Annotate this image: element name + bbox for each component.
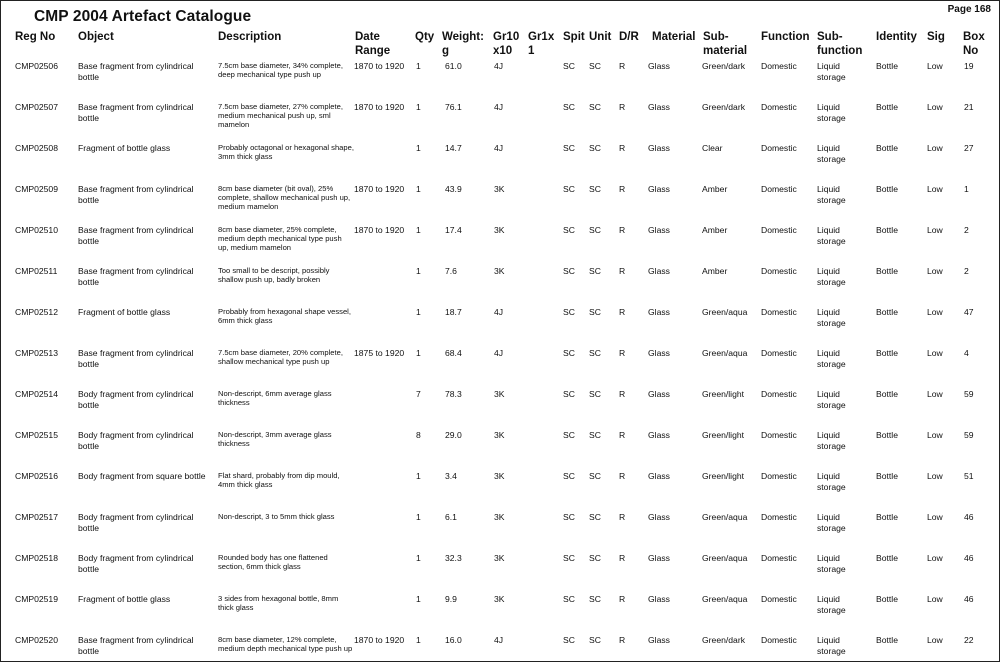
- weight-cell: 61.0: [445, 61, 462, 71]
- weight-cell: 7.6: [445, 266, 457, 276]
- spit-cell: SC: [563, 266, 575, 276]
- object-cell: Base fragment from cylindrical bottle: [78, 348, 194, 369]
- table-row: [1, 471, 999, 511]
- header-function: Function: [761, 31, 810, 43]
- subfunction-cell: Liquid storage: [817, 184, 846, 205]
- object-cell: Body fragment from square bottle: [78, 471, 206, 481]
- identity-cell: Bottle: [876, 266, 898, 276]
- box-no-cell: 46: [964, 553, 974, 563]
- table-row: [1, 512, 999, 552]
- spit-cell: SC: [563, 307, 575, 317]
- description-cell: Non-descript, 6mm average glass thickness: [218, 389, 332, 407]
- qty-cell: 1: [416, 594, 421, 604]
- gr10-cell: 3K: [494, 430, 505, 440]
- function-cell: Domestic: [761, 553, 797, 563]
- description-cell: Non-descript, 3 to 5mm thick glass: [218, 512, 335, 521]
- function-cell: Domestic: [761, 61, 797, 71]
- function-cell: Domestic: [761, 102, 797, 112]
- subfunction-cell: Liquid storage: [817, 430, 846, 451]
- submaterial-cell: Clear: [702, 143, 723, 153]
- weight-cell: 68.4: [445, 348, 462, 358]
- subfunction-cell: Liquid storage: [817, 389, 846, 410]
- function-cell: Domestic: [761, 635, 797, 645]
- table-row: [1, 307, 999, 347]
- qty-cell: 1: [416, 307, 421, 317]
- weight-cell: 17.4: [445, 225, 462, 235]
- submaterial-cell: Amber: [702, 266, 728, 276]
- dr-cell: R: [619, 553, 626, 563]
- weight-cell: 6.1: [445, 512, 457, 522]
- gr10-cell: 3K: [494, 184, 505, 194]
- material-cell: Glass: [648, 389, 670, 399]
- weight-cell: 78.3: [445, 389, 462, 399]
- reg-no-cell: CMP02510: [15, 225, 58, 235]
- box-no-cell: 27: [964, 143, 974, 153]
- qty-cell: 1: [416, 635, 421, 645]
- function-cell: Domestic: [761, 471, 797, 481]
- function-cell: Domestic: [761, 307, 797, 317]
- dr-cell: R: [619, 512, 626, 522]
- gr10-cell: 4J: [494, 61, 504, 71]
- identity-cell: Bottle: [876, 430, 898, 440]
- box-no-cell: 47: [964, 307, 974, 317]
- reg-no-cell: CMP02520: [15, 635, 58, 645]
- description-cell: 7.5cm base diameter, 27% complete, medium mechanical push up, sml mamelon: [218, 102, 343, 129]
- weight-cell: 29.0: [445, 430, 462, 440]
- box-no-cell: 4: [964, 348, 969, 358]
- submaterial-cell: Green/light: [702, 471, 745, 481]
- gr10-cell: 3K: [494, 553, 505, 563]
- sig-cell: Low: [927, 471, 943, 481]
- material-cell: Glass: [648, 225, 670, 235]
- header-date-range: Date Range: [355, 31, 391, 57]
- gr10-cell: 4J: [494, 102, 504, 112]
- header-box-no: Box No: [963, 31, 985, 57]
- submaterial-cell: Green/dark: [702, 635, 745, 645]
- table-row: [1, 389, 999, 429]
- description-cell: Non-descript, 3mm average glass thickness: [218, 430, 332, 448]
- spit-cell: SC: [563, 61, 575, 71]
- date-range-cell: 1870 to 1920: [354, 635, 405, 645]
- date-range-cell: 1870 to 1920: [354, 225, 405, 235]
- description-cell: 3 sides from hexagonal bottle, 8mm thick glass: [218, 594, 339, 612]
- reg-no-cell: CMP02507: [15, 102, 58, 112]
- function-cell: Domestic: [761, 512, 797, 522]
- sig-cell: Low: [927, 102, 943, 112]
- submaterial-cell: Green/aqua: [702, 512, 748, 522]
- header-weight: Weight: g: [442, 31, 484, 57]
- sig-cell: Low: [927, 61, 943, 71]
- weight-cell: 32.3: [445, 553, 462, 563]
- identity-cell: Bottle: [876, 143, 898, 153]
- qty-cell: 1: [416, 184, 421, 194]
- qty-cell: 1: [416, 225, 421, 235]
- sig-cell: Low: [927, 430, 943, 440]
- object-cell: Base fragment from cylindrical bottle: [78, 61, 194, 82]
- sig-cell: Low: [927, 553, 943, 563]
- header-spit: Spit: [563, 31, 585, 43]
- spit-cell: SC: [563, 635, 575, 645]
- object-cell: Base fragment from cylindrical bottle: [78, 184, 194, 205]
- submaterial-cell: Green/dark: [702, 102, 745, 112]
- object-cell: Base fragment from cylindrical bottle: [78, 102, 194, 123]
- description-cell: 7.5cm base diameter, 20% complete, shallow mechanical type push up: [218, 348, 343, 366]
- unit-cell: SC: [589, 143, 601, 153]
- material-cell: Glass: [648, 307, 670, 317]
- dr-cell: R: [619, 184, 626, 194]
- gr10-cell: 3K: [494, 594, 505, 604]
- unit-cell: SC: [589, 102, 601, 112]
- header-description: Description: [218, 31, 282, 43]
- table-row: [1, 594, 999, 634]
- unit-cell: SC: [589, 635, 601, 645]
- subfunction-cell: Liquid storage: [817, 512, 846, 533]
- description-cell: 7.5cm base diameter, 34% complete, deep mechanical type push up: [218, 61, 343, 79]
- object-cell: Fragment of bottle glass: [78, 143, 171, 153]
- box-no-cell: 19: [964, 61, 974, 71]
- submaterial-cell: Green/light: [702, 389, 745, 399]
- material-cell: Glass: [648, 553, 670, 563]
- sig-cell: Low: [927, 635, 943, 645]
- reg-no-cell: CMP02513: [15, 348, 58, 358]
- header-identity: Identity: [876, 31, 917, 43]
- header-dr: D/R: [619, 31, 639, 43]
- material-cell: Glass: [648, 594, 670, 604]
- submaterial-cell: Amber: [702, 184, 728, 194]
- spit-cell: SC: [563, 143, 575, 153]
- material-cell: Glass: [648, 61, 670, 71]
- object-cell: Body fragment from cylindrical bottle: [78, 389, 194, 410]
- dr-cell: R: [619, 389, 626, 399]
- submaterial-cell: Green/aqua: [702, 348, 748, 358]
- reg-no-cell: CMP02515: [15, 430, 58, 440]
- dr-cell: R: [619, 635, 626, 645]
- sig-cell: Low: [927, 143, 943, 153]
- material-cell: Glass: [648, 184, 670, 194]
- dr-cell: R: [619, 61, 626, 71]
- dr-cell: R: [619, 225, 626, 235]
- subfunction-cell: Liquid storage: [817, 635, 846, 656]
- subfunction-cell: Liquid storage: [817, 348, 846, 369]
- header-subfunction: Sub- function: [817, 31, 863, 57]
- material-cell: Glass: [648, 143, 670, 153]
- description-cell: Probably octagonal or hexagonal shape, 3mm thick glass: [218, 143, 354, 161]
- reg-no-cell: CMP02517: [15, 512, 58, 522]
- identity-cell: Bottle: [876, 471, 898, 481]
- subfunction-cell: Liquid storage: [817, 553, 846, 574]
- object-cell: Base fragment from cylindrical bottle: [78, 266, 194, 287]
- header-reg-no: Reg No: [15, 31, 56, 43]
- subfunction-cell: Liquid storage: [817, 102, 846, 123]
- table-row: [1, 430, 999, 470]
- reg-no-cell: CMP02516: [15, 471, 58, 481]
- reg-no-cell: CMP02506: [15, 61, 58, 71]
- gr10-cell: 3K: [494, 471, 505, 481]
- spit-cell: SC: [563, 348, 575, 358]
- qty-cell: 7: [416, 389, 421, 399]
- function-cell: Domestic: [761, 389, 797, 399]
- header-qty: Qty: [415, 31, 435, 43]
- dr-cell: R: [619, 471, 626, 481]
- identity-cell: Bottle: [876, 61, 898, 71]
- box-no-cell: 1: [964, 184, 969, 194]
- reg-no-cell: CMP02519: [15, 594, 58, 604]
- gr10-cell: 3K: [494, 266, 505, 276]
- identity-cell: Bottle: [876, 348, 898, 358]
- weight-cell: 18.7: [445, 307, 462, 317]
- dr-cell: R: [619, 594, 626, 604]
- unit-cell: SC: [589, 348, 601, 358]
- sig-cell: Low: [927, 389, 943, 399]
- subfunction-cell: Liquid storage: [817, 61, 846, 82]
- page-number: Page 168: [947, 4, 991, 15]
- unit-cell: SC: [589, 61, 601, 71]
- submaterial-cell: Green/dark: [702, 61, 745, 71]
- subfunction-cell: Liquid storage: [817, 143, 846, 164]
- table-row: [1, 184, 999, 224]
- box-no-cell: 2: [964, 266, 969, 276]
- gr10-cell: 4J: [494, 348, 504, 358]
- box-no-cell: 46: [964, 512, 974, 522]
- subfunction-cell: Liquid storage: [817, 225, 846, 246]
- spit-cell: SC: [563, 594, 575, 604]
- spit-cell: SC: [563, 102, 575, 112]
- box-no-cell: 59: [964, 430, 974, 440]
- table-row: [1, 635, 999, 662]
- dr-cell: R: [619, 307, 626, 317]
- header-submaterial: Sub- material: [703, 31, 748, 57]
- identity-cell: Bottle: [876, 307, 898, 317]
- material-cell: Glass: [648, 430, 670, 440]
- unit-cell: SC: [589, 553, 601, 563]
- table-row: [1, 266, 999, 306]
- spit-cell: SC: [563, 225, 575, 235]
- gr10-cell: 3K: [494, 389, 505, 399]
- subfunction-cell: Liquid storage: [817, 266, 846, 287]
- qty-cell: 1: [416, 143, 421, 153]
- subfunction-cell: Liquid storage: [817, 594, 846, 615]
- description-cell: 8cm base diameter (bit oval), 25% complete, shallow mechanical push up, medium mamelon: [218, 184, 351, 211]
- function-cell: Domestic: [761, 184, 797, 194]
- dr-cell: R: [619, 430, 626, 440]
- dr-cell: R: [619, 266, 626, 276]
- box-no-cell: 51: [964, 471, 974, 481]
- unit-cell: SC: [589, 471, 601, 481]
- submaterial-cell: Green/aqua: [702, 307, 748, 317]
- qty-cell: 1: [416, 61, 421, 71]
- spit-cell: SC: [563, 471, 575, 481]
- submaterial-cell: Green/light: [702, 430, 745, 440]
- dr-cell: R: [619, 102, 626, 112]
- weight-cell: 3.4: [445, 471, 457, 481]
- reg-no-cell: CMP02509: [15, 184, 58, 194]
- identity-cell: Bottle: [876, 594, 898, 604]
- header-gr10: Gr10 x10: [493, 31, 520, 57]
- material-cell: Glass: [648, 512, 670, 522]
- table-row: [1, 143, 999, 183]
- submaterial-cell: Green/aqua: [702, 553, 748, 563]
- box-no-cell: 21: [964, 102, 974, 112]
- sig-cell: Low: [927, 594, 943, 604]
- description-cell: 8cm base diameter, 25% complete, medium depth mechanical type push up, medium mamelon: [218, 225, 342, 252]
- gr10-cell: 3K: [494, 512, 505, 522]
- unit-cell: SC: [589, 184, 601, 194]
- function-cell: Domestic: [761, 348, 797, 358]
- object-cell: Base fragment from cylindrical bottle: [78, 635, 194, 656]
- description-cell: Flat shard, probably from dip mould, 4mm thick glass: [218, 471, 340, 489]
- gr10-cell: 4J: [494, 143, 504, 153]
- material-cell: Glass: [648, 635, 670, 645]
- qty-cell: 8: [416, 430, 421, 440]
- sig-cell: Low: [927, 348, 943, 358]
- subfunction-cell: Liquid storage: [817, 307, 846, 328]
- sig-cell: Low: [927, 225, 943, 235]
- description-cell: Rounded body has one flattened section, 6mm thick glass: [218, 553, 328, 571]
- object-cell: Fragment of bottle glass: [78, 594, 171, 604]
- box-no-cell: 59: [964, 389, 974, 399]
- object-cell: Body fragment from cylindrical bottle: [78, 512, 194, 533]
- unit-cell: SC: [589, 594, 601, 604]
- unit-cell: SC: [589, 307, 601, 317]
- date-range-cell: 1870 to 1920: [354, 184, 405, 194]
- spit-cell: SC: [563, 512, 575, 522]
- object-cell: Body fragment from cylindrical bottle: [78, 553, 194, 574]
- description-cell: 8cm base diameter, 12% complete, medium depth mechanical type push up: [218, 635, 353, 653]
- date-range-cell: 1870 to 1920: [354, 102, 405, 112]
- dr-cell: R: [619, 143, 626, 153]
- sig-cell: Low: [927, 184, 943, 194]
- weight-cell: 76.1: [445, 102, 462, 112]
- date-range-cell: 1870 to 1920: [354, 61, 405, 71]
- function-cell: Domestic: [761, 225, 797, 235]
- function-cell: Domestic: [761, 594, 797, 604]
- qty-cell: 1: [416, 266, 421, 276]
- weight-cell: 14.7: [445, 143, 462, 153]
- table-row: [1, 102, 999, 142]
- qty-cell: 1: [416, 512, 421, 522]
- spit-cell: SC: [563, 389, 575, 399]
- function-cell: Domestic: [761, 266, 797, 276]
- qty-cell: 1: [416, 348, 421, 358]
- identity-cell: Bottle: [876, 553, 898, 563]
- identity-cell: Bottle: [876, 102, 898, 112]
- weight-cell: 9.9: [445, 594, 457, 604]
- function-cell: Domestic: [761, 430, 797, 440]
- sig-cell: Low: [927, 512, 943, 522]
- table-row: [1, 61, 999, 101]
- spit-cell: SC: [563, 430, 575, 440]
- reg-no-cell: CMP02518: [15, 553, 58, 563]
- unit-cell: SC: [589, 266, 601, 276]
- object-cell: Fragment of bottle glass: [78, 307, 171, 317]
- object-cell: Base fragment from cylindrical bottle: [78, 225, 194, 246]
- gr10-cell: 4J: [494, 635, 504, 645]
- table-row: [1, 553, 999, 593]
- submaterial-cell: Green/aqua: [702, 594, 748, 604]
- identity-cell: Bottle: [876, 512, 898, 522]
- qty-cell: 1: [416, 553, 421, 563]
- material-cell: Glass: [648, 266, 670, 276]
- header-unit: Unit: [589, 31, 612, 43]
- gr10-cell: 4J: [494, 307, 504, 317]
- header-material: Material: [652, 31, 696, 43]
- description-cell: Probably from hexagonal shape vessel, 6mm thick glass: [218, 307, 351, 325]
- reg-no-cell: CMP02514: [15, 389, 58, 399]
- identity-cell: Bottle: [876, 225, 898, 235]
- reg-no-cell: CMP02511: [15, 266, 58, 276]
- sig-cell: Low: [927, 307, 943, 317]
- dr-cell: R: [619, 348, 626, 358]
- unit-cell: SC: [589, 430, 601, 440]
- material-cell: Glass: [648, 471, 670, 481]
- gr10-cell: 3K: [494, 225, 505, 235]
- material-cell: Glass: [648, 348, 670, 358]
- sig-cell: Low: [927, 266, 943, 276]
- spit-cell: SC: [563, 553, 575, 563]
- table-row: [1, 348, 999, 388]
- identity-cell: Bottle: [876, 635, 898, 645]
- unit-cell: SC: [589, 389, 601, 399]
- identity-cell: Bottle: [876, 389, 898, 399]
- spit-cell: SC: [563, 184, 575, 194]
- box-no-cell: 46: [964, 594, 974, 604]
- header-gr1: Gr1x 1: [528, 31, 555, 57]
- subfunction-cell: Liquid storage: [817, 471, 846, 492]
- qty-cell: 1: [416, 471, 421, 481]
- header-object: Object: [78, 31, 114, 43]
- identity-cell: Bottle: [876, 184, 898, 194]
- object-cell: Body fragment from cylindrical bottle: [78, 430, 194, 451]
- function-cell: Domestic: [761, 143, 797, 153]
- box-no-cell: 22: [964, 635, 974, 645]
- description-cell: Too small to be descript, possibly shallow push up, badly broken: [218, 266, 330, 284]
- weight-cell: 16.0: [445, 635, 462, 645]
- header-sig: Sig: [927, 31, 945, 43]
- submaterial-cell: Amber: [702, 225, 728, 235]
- unit-cell: SC: [589, 225, 601, 235]
- unit-cell: SC: [589, 512, 601, 522]
- material-cell: Glass: [648, 102, 670, 112]
- reg-no-cell: CMP02508: [15, 143, 58, 153]
- qty-cell: 1: [416, 102, 421, 112]
- table-row: [1, 225, 999, 265]
- page-title: CMP 2004 Artefact Catalogue: [34, 8, 252, 25]
- reg-no-cell: CMP02512: [15, 307, 58, 317]
- date-range-cell: 1875 to 1920: [354, 348, 405, 358]
- weight-cell: 43.9: [445, 184, 462, 194]
- box-no-cell: 2: [964, 225, 969, 235]
